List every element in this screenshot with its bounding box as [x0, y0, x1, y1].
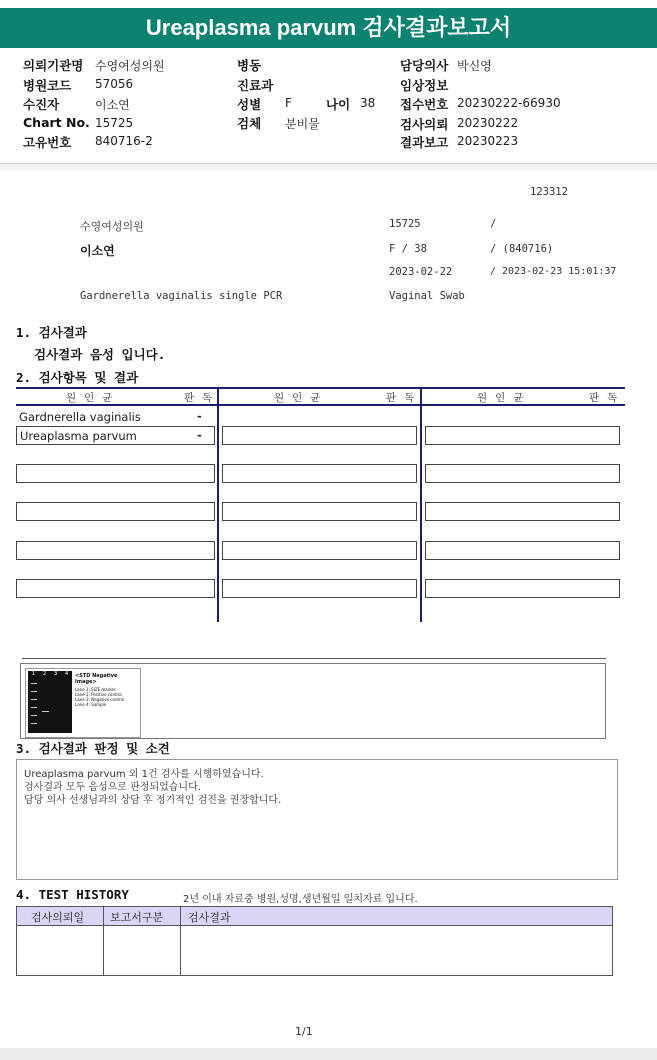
doctor-label: 담당의사 [400, 58, 449, 73]
row6-col2-box [222, 579, 417, 598]
header-shadow [0, 164, 657, 170]
report-date-label: 결과보고 [400, 135, 449, 150]
institution-label: 의뢰기관명 [23, 58, 84, 73]
gel-image [25, 668, 141, 738]
row2-result: - [197, 428, 202, 442]
request-date-value: 20230222 [457, 116, 519, 130]
gel-image-panel [20, 663, 606, 739]
positive-band [42, 711, 49, 712]
section4-title: 4. TEST HISTORY [16, 887, 129, 902]
col-judgement-2: 판독 [386, 392, 423, 404]
summary-request-date: 2023-02-22 [389, 266, 453, 278]
age-label: 나이 [326, 97, 351, 112]
specimen-value: 분비물 [285, 117, 320, 131]
chart-no-value: 15725 [95, 116, 134, 130]
row1-result: - [197, 409, 202, 423]
receipt-no-label: 접수번호 [400, 97, 449, 112]
gel-top-rule [22, 658, 606, 659]
receipt-no-value: 20230222-66930 [457, 96, 561, 110]
request-date-label: 검사의뢰 [400, 117, 449, 132]
clinical-info-label: 임상정보 [400, 78, 449, 93]
report-date-value: 20230223 [457, 134, 519, 148]
row3-col2-box [222, 464, 417, 483]
row6-col1-box [16, 579, 215, 598]
history-col-divider-2 [180, 907, 181, 975]
marker-band [31, 715, 37, 716]
row3-col3-box [425, 464, 620, 483]
lane-3-label: 3 [54, 671, 58, 677]
section1-result: 검사결과 음성 입니다. [34, 347, 166, 362]
hospital-code-label: 병원코드 [23, 78, 72, 93]
column-divider-2 [420, 389, 422, 622]
history-col-report-type: 보고서구분 [110, 911, 164, 924]
lane-1-label: 1 [32, 671, 36, 677]
sex-label: 성별 [237, 97, 262, 112]
department-label: 진료과 [237, 78, 274, 93]
unique-id-label: 고유번호 [23, 135, 72, 150]
marker-band [31, 707, 37, 708]
doctor-value: 박신영 [457, 59, 492, 73]
gel-legend-4: Lane 4: Sample [75, 702, 107, 707]
summary-sex-age: F / 38 [389, 243, 427, 255]
row5-col2-box [222, 541, 417, 560]
summary-specimen: Vaginal Swab [389, 290, 465, 302]
page-bottom-band [0, 1048, 657, 1060]
history-col-request-date: 검사의뢰일 [31, 911, 85, 924]
gel-legend-1: Lane 1: SIZE marker [75, 687, 116, 692]
row2-pathogen: Ureaplasma parvum [20, 429, 137, 443]
column-divider-1 [217, 389, 219, 622]
lane-4-label: 4 [65, 671, 69, 677]
institution-value: 수영여성의원 [95, 59, 165, 73]
history-note: 2년 이내 자료중 병원,성명,생년월일 일치자료 입니다. [183, 894, 418, 905]
patient-label: 수진자 [23, 97, 60, 112]
chart-no-label: Chart No. [23, 115, 90, 130]
history-col-result: 검사결과 [188, 911, 231, 924]
opinion-line-3: 담당 의사 선생님과의 상담 후 정기적인 검진을 권장합니다. [24, 795, 282, 806]
row4-col2-box [222, 502, 417, 521]
summary-hospital: 수영여성의원 [80, 220, 144, 233]
gel-legend-3: Lane 3: Negative control [75, 697, 125, 702]
summary-test-name: Gardnerella vaginalis single PCR [80, 290, 283, 302]
col-judgement-3: 판독 [589, 392, 626, 404]
gel-strip [28, 671, 72, 733]
age-value: 38 [360, 96, 376, 110]
lane-2-label: 2 [43, 671, 47, 677]
marker-band [31, 699, 37, 700]
history-col-divider-1 [103, 907, 104, 975]
section3-title: 3. 검사결과 판정 및 소견 [16, 741, 170, 756]
row2-col1-box [16, 426, 215, 445]
col-judgement-1: 판독 [184, 392, 221, 404]
row4-col3-box [425, 502, 620, 521]
hospital-code-value: 57056 [95, 77, 134, 91]
summary-birth: / (840716) [490, 243, 554, 255]
gel-title: <STD Negative Image> [75, 673, 118, 685]
page-number: 1/1 [295, 1025, 313, 1038]
marker-band [31, 691, 37, 692]
opinion-line-1: Ureaplasma parvum 외 1건 검사를 시행하였습니다. [24, 769, 264, 780]
summary-slash: / [490, 218, 497, 230]
col-pathogen-2: 원인균 [274, 392, 329, 404]
report-code: 123312 [530, 186, 568, 198]
marker-band [31, 683, 37, 684]
marker-band [31, 723, 37, 724]
row2-col3-box [425, 426, 620, 445]
opinion-box [16, 759, 618, 880]
section1-title: 1. 검사결과 [16, 325, 87, 340]
row3-col1-box [16, 464, 215, 483]
unique-id-value: 840716-2 [95, 134, 153, 148]
sex-value: F [285, 96, 292, 110]
col-pathogen-3: 원인균 [477, 392, 532, 404]
report-title: Ureaplasma parvum 검사결과보고서 [0, 8, 657, 48]
row4-col1-box [16, 502, 215, 521]
col-pathogen-1: 원인균 [66, 392, 121, 404]
row6-col3-box [425, 579, 620, 598]
summary-report-datetime: / 2023-02-23 15:01:37 [490, 266, 617, 277]
table-top-rule [16, 387, 625, 389]
specimen-label: 검체 [237, 116, 262, 131]
gel-legend-2: Lane 2: Positive control [75, 692, 122, 697]
patient-value: 이소연 [95, 98, 130, 112]
row2-col2-box [222, 426, 417, 445]
history-header-row [17, 907, 612, 926]
opinion-line-2: 검사결과 모두 음성으로 판정되었습니다. [24, 782, 201, 793]
summary-chart: 15725 [389, 218, 421, 230]
section2-title: 2. 검사항목 및 결과 [16, 370, 139, 385]
row1-pathogen: Gardnerella vaginalis [19, 410, 141, 424]
row5-col3-box [425, 541, 620, 560]
row5-col1-box [16, 541, 215, 560]
summary-patient: 이소연 [80, 244, 115, 258]
ward-label: 병동 [237, 58, 262, 73]
history-table [16, 906, 613, 976]
